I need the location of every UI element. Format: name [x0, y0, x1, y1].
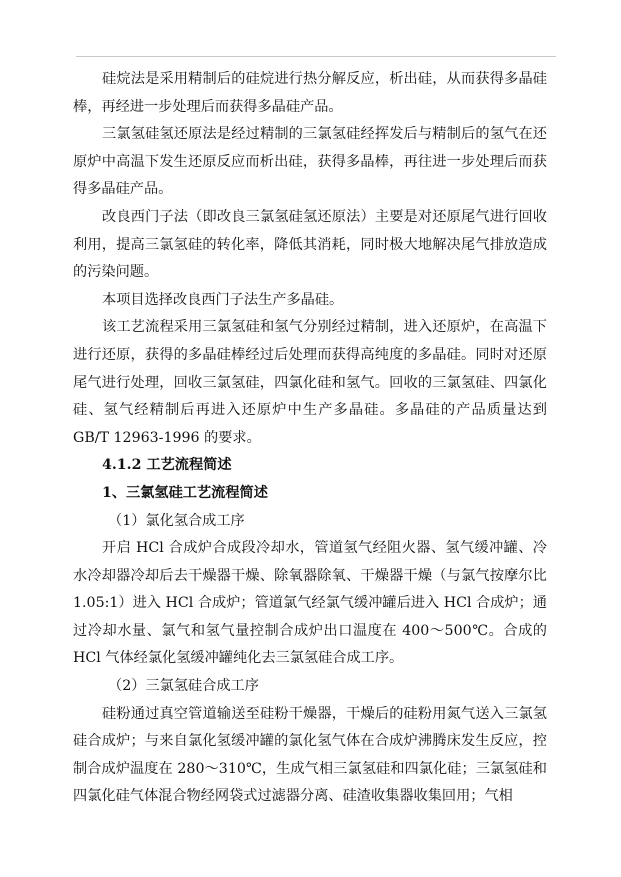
paragraph-hcl-synthesis: 开启 HCl 合成炉合成段冷却水，管道氢气经阻火器、氢气缓冲罐、冷水冷却器冷却后去干燥器干燥、除氧器除氧、干燥器干燥（与氯气按摩尔比 1.05:1）进入 HCl 合成炉；管道氯气经氯气缓冲罐后进入 HCl 合成炉；通过冷却水量、氯气和氢气量控制合成炉出口温度在 400～500℃。合成的 HCl 气体经氯化氢缓冲罐纯化去三氯氢硅合成工序。 — [73, 540, 547, 667]
paragraph-trichlorosilane-reduction: 三氯氢硅氢还原法是经过精制的三氯氢硅经挥发后与精制后的氢气在还原炉中高温下发生还原反应而析出硅，获得多晶棒，再往进一步处理后而获得多晶硅产品。 — [73, 126, 547, 198]
document-body — [73, 66, 547, 811]
section-heading: 4.1.2 工艺流程简述 — [102, 457, 232, 474]
step-heading-hcl-synthesis: （1）氯化氢合成工序 — [108, 512, 245, 529]
paragraph-improved-siemens: 改良西门子法（即改良三氯氢硅氢还原法）主要是对还原尾气进行回收利用，提高三氯氢硅的转化率，降低其消耗，同时极大地解决尾气排放造成的污染问题。 — [73, 208, 547, 281]
paragraph-silane-method: 硅烷法是采用精制后的硅烷进行热分解反应，析出硅，从而获得多晶硅棒，再经进一步处理后而获得多晶硅产品。 — [73, 71, 547, 115]
step-heading-tcs-synthesis: （2）三氯氢硅合成工序 — [108, 678, 259, 695]
paragraph-project-choice: 本项目选择改良西门子法生产多晶硅。 — [102, 291, 344, 308]
paragraph-tcs-synthesis: 硅粉通过真空管道输送至硅粉干燥器，干燥后的硅粉用氮气送入三氯氢硅合成炉；与来自氯化氢缓冲罐的氯化氢气体在合成炉沸腾床发生反应，控制合成炉温度在 280～310℃，生成气相三氯氢硅和四氯化硅；三氯氢硅和四氯化硅气体混合物经网袋式过滤器分离、硅渣收集器收集回用；气相 — [73, 705, 547, 805]
subsection-heading: 1、三氯氢硅工艺流程简述 — [102, 484, 268, 501]
paragraph-process-overview: 该工艺流程采用三氯氢硅和氢气分别经过精制，进入还原炉，在高温下进行还原，获得的多晶硅棒经过后处理而获得高纯度的多晶硅。同时对还原尾气进行处理，回收三氯氢硅，四氯化硅和氢气。回收的三氯氢硅、四氯化硅、氢气经精制后再进入还原炉中生产多晶硅。多晶硅的产品质量达到 GB/T 12963-1996 的要求。 — [73, 319, 547, 446]
header-rule — [76, 56, 556, 57]
